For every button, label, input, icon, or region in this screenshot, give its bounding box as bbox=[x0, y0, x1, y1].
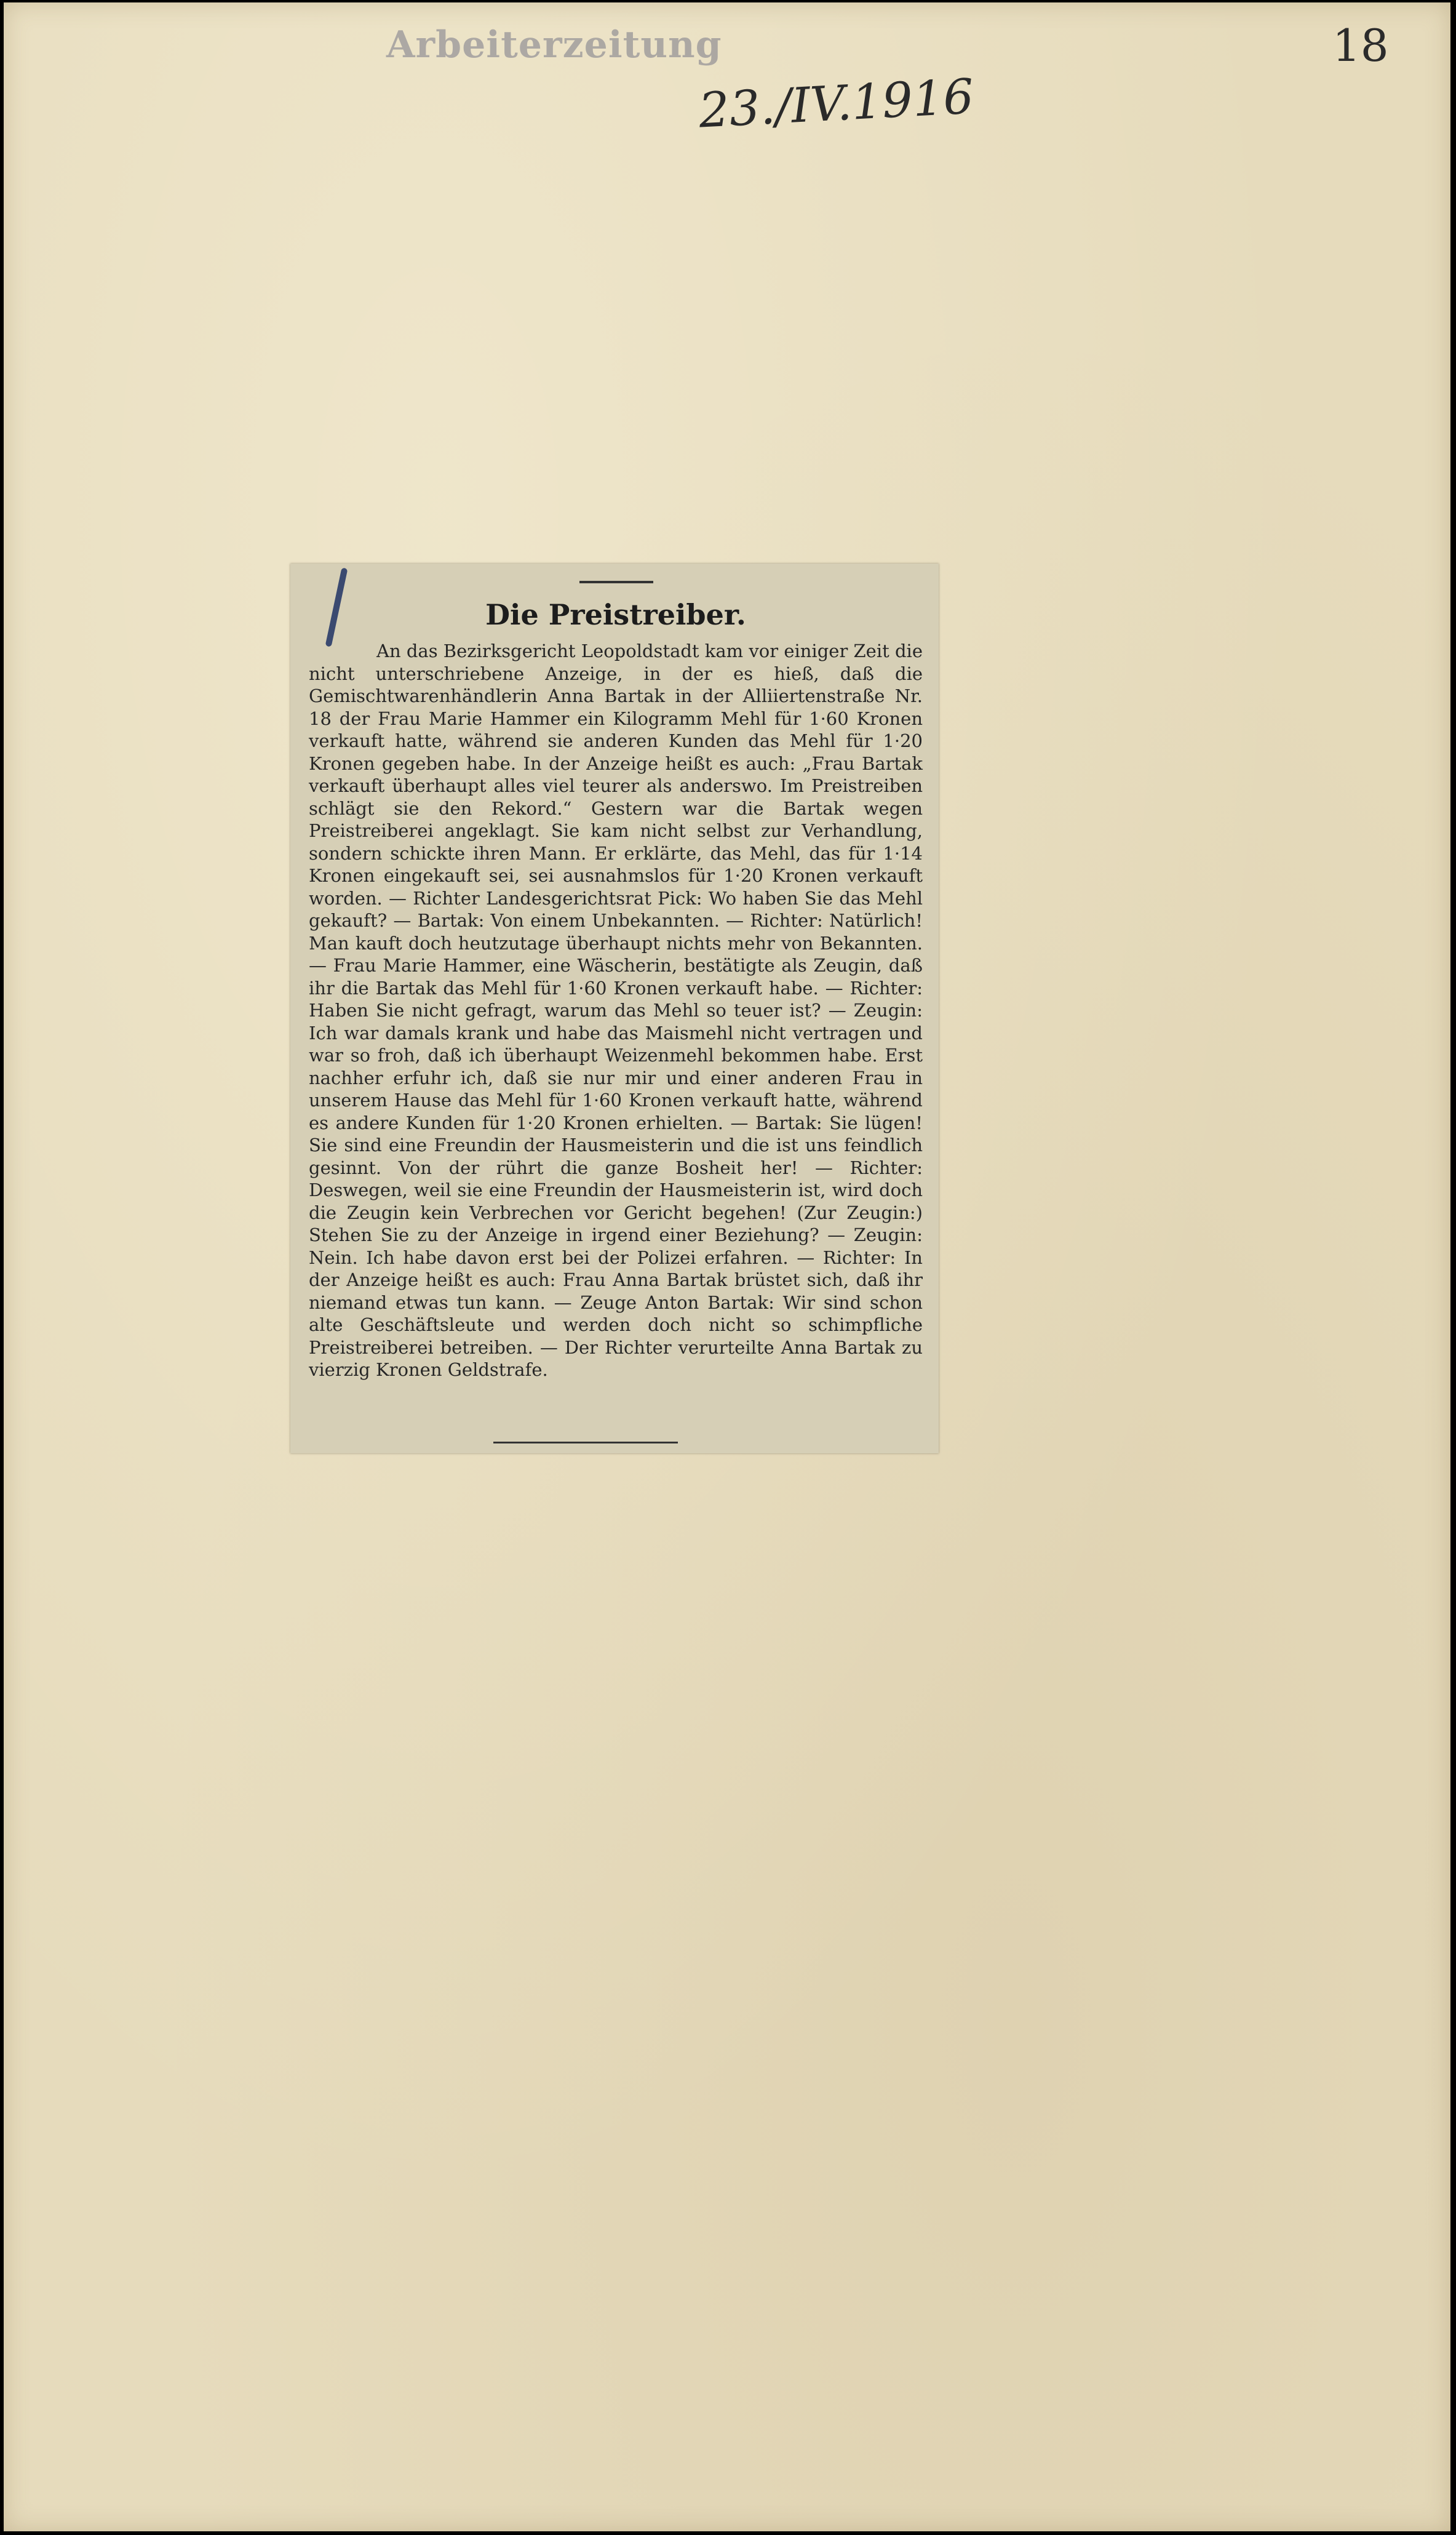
article-body: An das Bezirksgericht Leopoldstadt kam vor einiger Zeit die nicht unterschriebene Anzeige, in der es hieß, daß die Gemischtwarenhändlerin Anna Bartak in der Alliiertenstraße Nr. 18 der Frau Marie Hammer ein Kilogramm Mehl für 1·60 Kronen verkauft hatte, während sie anderen Kunden das Mehl für 1·20 Kronen gegeben habe. In der Anzeige heißt es auch: „Frau Bartak verkauft überhaupt alles viel teurer als anderswo. Im Preistreiben schlägt sie den Rekord.“ Gestern war die Bartak wegen Preistreiberei angeklagt. Sie kam nicht selbst zur Verhandlung, sondern schickte ihren Mann. Er erklärte, das Mehl, das für 1·14 Kronen eingekauft sei, sei ausnahmslos für 1·20 Kronen verkauft worden. — Richter Landesgerichtsrat Pick: Wo haben Sie das Mehl gekauft? — Bartak: Von einem Unbekannten. — Richter: Natürlich! Man kauft doch heutzutage überhaupt nichts mehr von Bekannten. — Frau Marie Hammer, eine Wäscherin, bestätigte als Zeugin, daß ihr die Bartak das Mehl für 1·60 Kronen verkauft habe. — Richter: Haben Sie nicht gefragt, warum das Mehl so teuer ist? — Zeugin: Ich war damals krank und habe das Maismehl nicht vertragen und war so froh, daß ich überhaupt Weizenmehl bekommen habe. Erst nachher erfuhr ich, daß sie nur mir und einer anderen Frau in unserem Hause das Mehl für 1·60 Kronen verkauft hatte, während es andere Kunden für 1·20 Kronen erhielten. — Bartak: Sie lügen! Sie sind eine Freundin der Hausmeisterin und die ist uns feindlich gesinnt. Von der rührt die ganze Bosheit her! — Richter: Deswegen, weil sie eine Freundin der Hausmeisterin ist, wird doch die Zeugin kein Verbrechen vor Gericht begehen! (Zur Zeugin:) Stehen Sie zu der Anzeige in irgend einer Beziehung? — Zeugin: Nein. Ich habe davon erst bei der Polizei erfahren. — Richter: In der Anzeige heißt es auch: Frau Anna Bartak brüstet sich, daß ihr niemand etwas tun kann. — Zeuge Anton Bartak: Wir sind schon alte Geschäftsleute und werden doch nicht so schimpfliche Preistreiberei betreiben. — Der Richter verurteilte Anna Bartak zu vierzig Kronen Geldstrafe. bbox=[309, 641, 923, 1380]
article-title: Die Preistreiber. bbox=[485, 598, 746, 631]
page-number: 18 bbox=[1332, 20, 1389, 71]
newspaper-stamp: Arbeiterzeitung bbox=[386, 23, 722, 66]
handwritten-date: 23./IV.1916 bbox=[697, 69, 976, 139]
archive-sheet bbox=[4, 2, 1450, 2531]
newspaper-clipping bbox=[290, 564, 939, 1453]
end-rule bbox=[493, 1442, 678, 1443]
title-rule bbox=[579, 581, 653, 583]
